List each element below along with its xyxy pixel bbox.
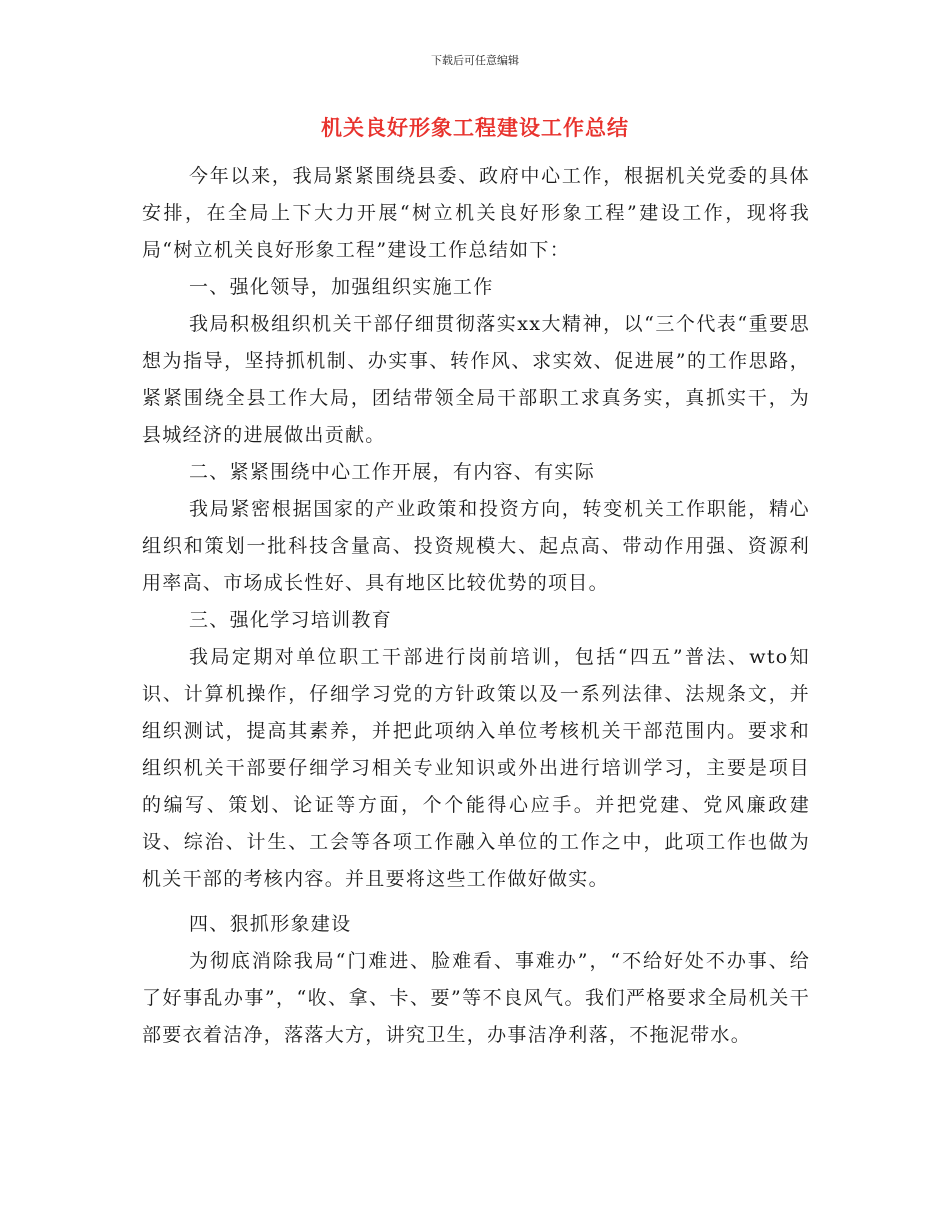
document-body: [142, 158, 810, 1054]
section-paragraph-1: 我局积极组织机关干部仔细贯彻落实xx大精神，以“三个代表“重要思想为指导，坚持抓机制、办实事、转作风、求实效、促进展”的工作思路，紧紧围绕全县工作大局，团结带领全局干部职工求真务实，真抓实干，为县城经济的进展做出贡献。: [142, 313, 810, 446]
section-spacer: [142, 898, 810, 906]
section-paragraph-2: 我局紧密根据国家的产业政策和投资方向，转变机关工作职能，精心组织和策划一批科技含量高、投资规模大、起点高、带动作用强、资源利用率高、市场成长性好、具有地区比较优势的项目。: [142, 498, 810, 594]
document-title: 机关良好形象工程建设工作总结: [321, 116, 629, 140]
section-heading-3: 三、强化学习培训教育: [189, 609, 393, 631]
intro-paragraph: 今年以来，我局紧紧围绕县委、政府中心工作，根据机关党委的具体安排，在全局上下大力开展“树立机关良好形象工程”建设工作，现将我局“树立机关良好形象工程”建设工作总结如下：: [142, 165, 810, 261]
section-paragraph-3: 我局定期对单位职工干部进行岗前培训，包括“四五”普法、wto知识、计算机操作，仔细学习党的方针政策以及一系列法律、法规条文，并组织测试，提高其素养，并把此项纳入单位考核机关干部范围内。要求和组织机关干部要仔细学习相关专业知识或外出进行培训学习，主要是项目的编写、策划、论证等方面，个个能得心应手。并把党建、党风廉政建设、综治、计生、工会等各项工作融入单位的工作之中，此项工作也做为机关干部的考核内容。并且要将这些工作做好做实。: [142, 646, 810, 890]
header-note: 下载后可任意编辑: [431, 54, 519, 67]
section-heading-1: 一、强化领导，加强组织实施工作: [189, 276, 494, 298]
section-paragraph-4: 为彻底消除我局“门难进、脸难看、事难办”，“不给好处不办事、给了好事乱办事”，“收、拿、卡、要”等不良风气。我们严格要求全局机关干部要衣着洁净，落落大方，讲究卫生，办事洁净利落，不拖泥带水。: [142, 950, 810, 1046]
section-heading-2: 二、紧紧围绕中心工作开展，有内容、有实际: [189, 461, 596, 483]
section-heading-4: 四、狠抓形象建设: [189, 913, 352, 935]
